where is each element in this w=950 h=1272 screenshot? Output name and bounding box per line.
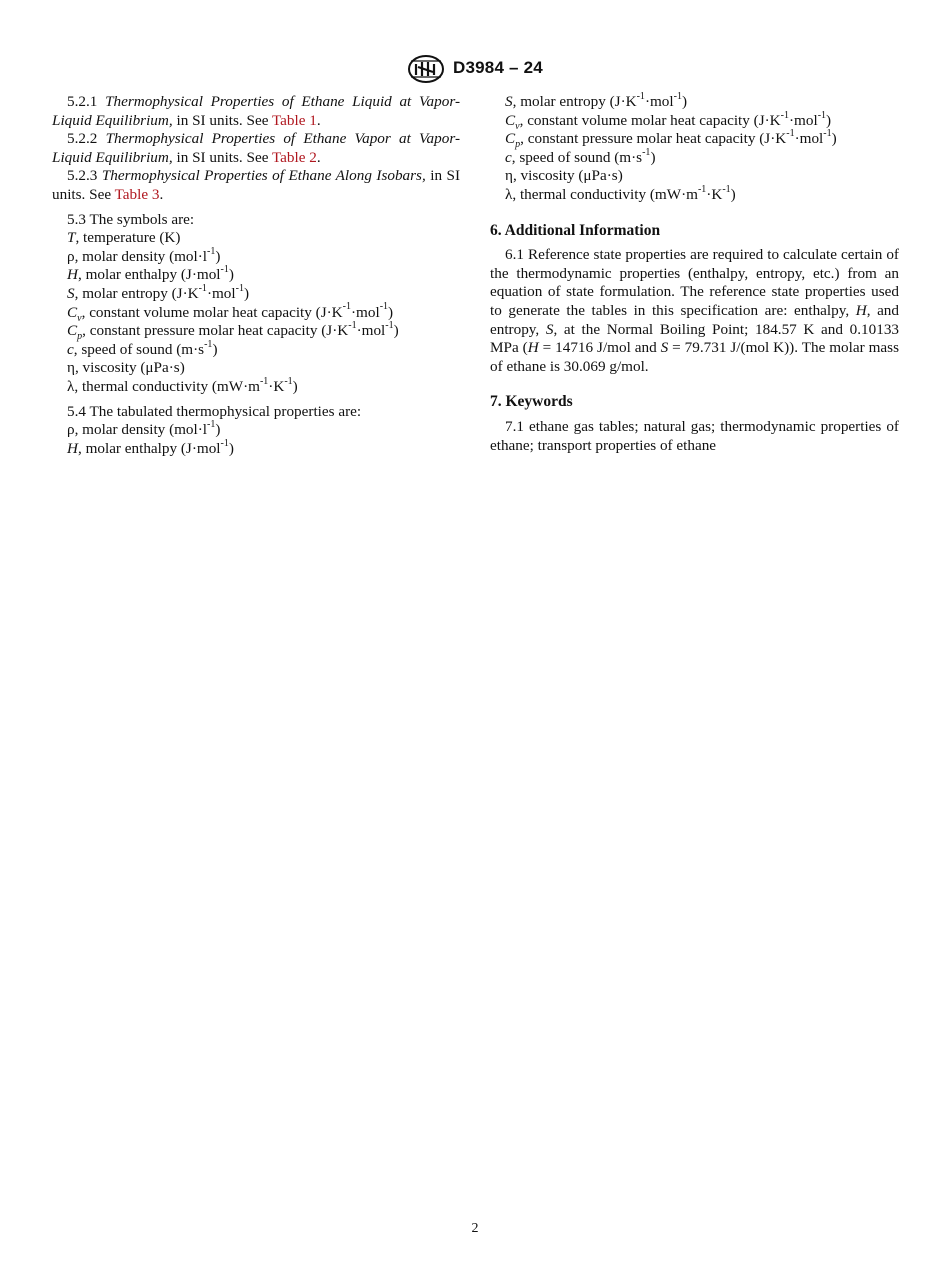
- symbol-molar-enthalpy: H, molar enthalpy (J·mol$^{-1}$): [67, 264, 234, 284]
- symbol-cv: $C_v$, constant volume molar heat capacity $(J\cdot K^{-1}\cdot mol^{-1})$: [67, 301, 394, 324]
- page-number: 2: [471, 1221, 479, 1236]
- symbol-speed-of-sound: c, speed of sound $(m\cdot s^{-1})$: [67, 338, 218, 358]
- symbol-temperature: T, temperature (K): [67, 229, 181, 247]
- tabulated-thermal-conductivity: λ, thermal conductivity $(mW\cdot m^{-1}\cdot K^{-1})$: [505, 183, 736, 203]
- tabulated-cv: $C_v$, constant volume molar heat capacity $(J\cdot K^{-1}\cdot mol^{-1})$: [505, 109, 832, 132]
- tabulated-cp: $C_p$, constant pressure molar heat capacity $(J\cdot K^{-1}\cdot mol^{-1})$: [505, 128, 837, 151]
- paragraph-6-1: 6.1 Reference state properties are required to calculate certain of the thermodynamic properties (enthalpy, entropy, etc.) from an equation of state formulation. The reference state properties used to generate the tables in this specification are: enthalpy, H, and entropy, S, at the Normal Boiling Point; 184.57 K and 0.10133 MPa (H = 14716 J/mol and S = 79.731 J/(mol K)). The molar mass of ethane is 30.069 g/mol.: [490, 246, 900, 375]
- paragraph-5-2-2: 5.2.2 Thermophysical Properties of Ethane Vapor at Vapor-Liquid Equilibrium, in SI units. See Table 2.: [52, 130, 461, 166]
- symbol-molar-density: ρ, molar density $(mol\cdot l^{-1})$: [67, 245, 221, 265]
- paragraph-7-1: 7.1 ethane gas tables; natural gas; thermodynamic properties of ethane; transport properties of ethane: [490, 417, 899, 454]
- symbol-thermal-conductivity: λ, thermal conductivity $(mW\cdot m^{-1}\cdot K^{-1})$: [67, 375, 298, 395]
- tabulated-molar-density: ρ, molar density $(mol\cdot l^{-1})$: [67, 419, 221, 439]
- tabulated-molar-enthalpy: H, molar enthalpy (J·mol$^{-1}$): [67, 437, 234, 457]
- astm-logo-icon: [407, 55, 445, 83]
- table-3-link[interactable]: Table 3: [114, 185, 160, 203]
- paragraph-5-2-3: 5.2.3 Thermophysical Properties of Ethane Along Isobars, in SI units. See Table 3.: [52, 167, 461, 203]
- document-id: D3984 – 24: [453, 58, 543, 77]
- table-2-link[interactable]: Table 2: [271, 148, 317, 166]
- page-header: [0, 55, 950, 83]
- symbol-viscosity: η, viscosity (μPa·s): [67, 359, 185, 377]
- paragraph-5-2-1: 5.2.1 Thermophysical Properties of Ethane Liquid at Vapor-Liquid Equilibrium, in SI units. See Table 1.: [52, 93, 460, 129]
- symbol-cp: $C_p$, constant pressure molar heat capacity $(J\cdot K^{-1}\cdot mol^{-1})$: [67, 320, 399, 343]
- symbol-molar-entropy: S, molar entropy $(J\cdot K^{-1}\cdot mol^{-1})$: [67, 282, 250, 302]
- right-column: [490, 90, 900, 455]
- paragraph-5-3: 5.3 The symbols are:: [67, 210, 195, 228]
- table-1-link[interactable]: Table 1: [271, 111, 317, 129]
- tabulated-speed-of-sound: c, speed of sound $(m\cdot s^{-1})$: [505, 146, 656, 166]
- tabulated-viscosity: η, viscosity (μPa·s): [505, 167, 623, 185]
- paragraph-5-4: 5.4 The tabulated thermophysical properties are:: [67, 402, 362, 420]
- section-7-heading: 7. Keywords: [490, 393, 573, 411]
- section-6-heading: 6. Additional Information: [490, 221, 661, 239]
- tabulated-molar-entropy: S, molar entropy $(J\cdot K^{-1}\cdot mol^{-1})$: [505, 90, 688, 110]
- left-column: [52, 93, 460, 458]
